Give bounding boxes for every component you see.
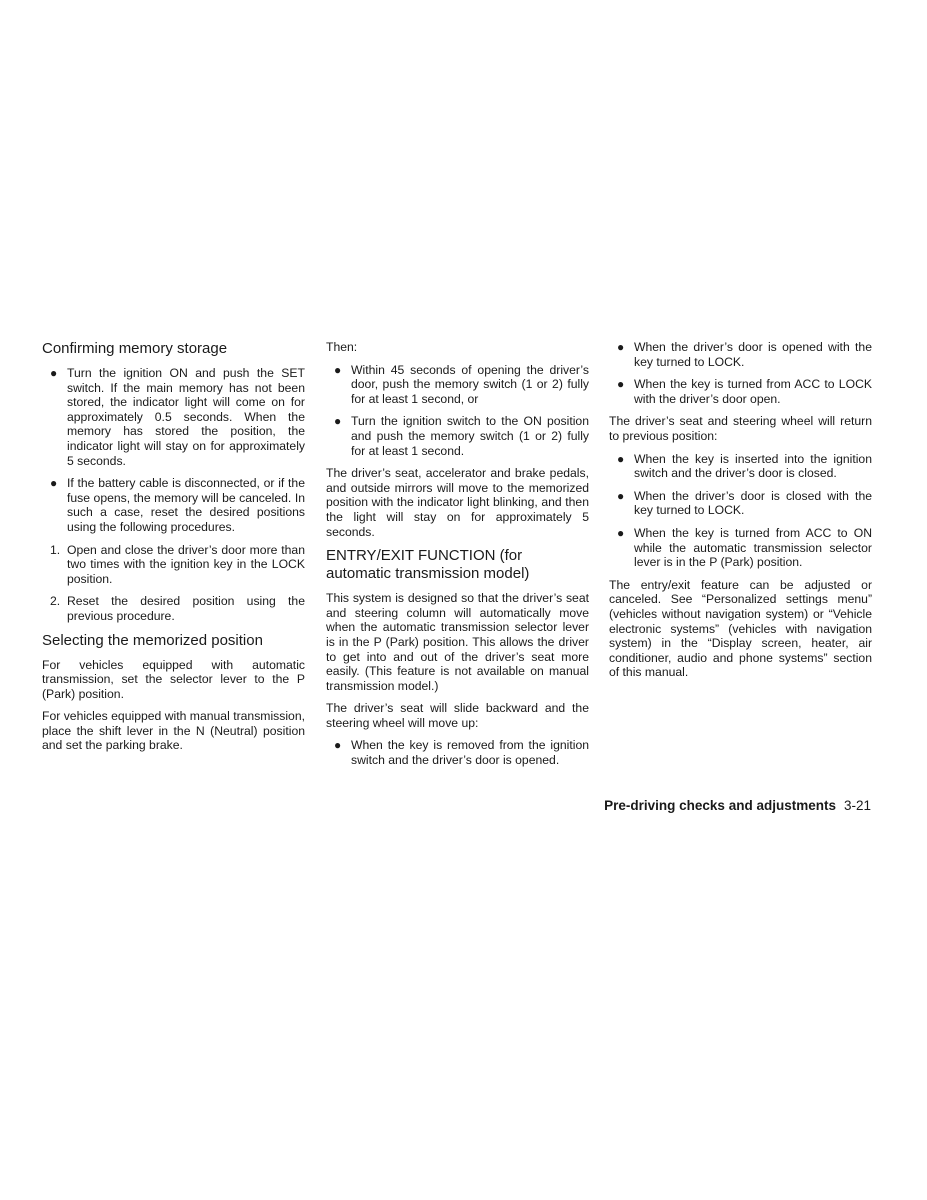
bullet-list xyxy=(42,366,305,535)
section-title: Pre-driving checks and adjustments xyxy=(604,798,836,813)
page-footer xyxy=(604,798,871,813)
column-right xyxy=(609,340,872,688)
bullet-icon: ● xyxy=(617,340,625,354)
bullet-icon: ● xyxy=(334,414,342,429)
bullet-icon: ● xyxy=(334,362,342,377)
list-item: 2. Reset the desired position using the previous procedure. xyxy=(50,594,305,623)
bullet-icon: ● xyxy=(50,366,58,380)
list-item: ● Within 45 seconds of opening the driver’s door, push the memory switch (1 or 2) fully for at least 1 second, or xyxy=(334,362,589,406)
list-item: 1. Open and close the driver’s door more than two times with the ignition key in the LOCK position. xyxy=(50,542,305,586)
heading-confirming-memory-storage: Confirming memory storage xyxy=(42,340,228,357)
bullet-icon: ● xyxy=(334,738,342,753)
column-left xyxy=(42,340,305,761)
list-item: ● When the driver’s door is opened with the key turned to LOCK. xyxy=(617,340,872,369)
bullet-icon: ● xyxy=(617,451,625,466)
list-item: ● When the driver’s door is closed with the key turned to LOCK. xyxy=(617,488,872,518)
bullet-icon: ● xyxy=(617,525,625,540)
paragraph-then: Then: xyxy=(326,340,358,354)
paragraph: For vehicles equipped with automatic transmission, set the selector lever to the P (Park) position. xyxy=(42,657,305,701)
list-item: ● When the key is inserted into the ignition switch and the driver’s door is closed. xyxy=(617,451,872,481)
list-item: ● When the key is removed from the ignition switch and the driver’s door is opened. xyxy=(334,738,589,768)
paragraph: For vehicles equipped with manual transmission, place the shift lever in the N (Neutral) position and set the parking brake. xyxy=(42,709,305,753)
heading-entry-exit-function: ENTRY/EXIT FUNCTION (for automatic transmission model) xyxy=(326,547,530,583)
list-item: ● Turn the ignition ON and push the SET switch. If the main memory has not been stored, the indicator light will come on for approximately 0.5 seconds. When the memory has stored the position, the indicator light will stay on for approximately 5 seconds. xyxy=(50,366,305,468)
paragraph: The driver’s seat, accelerator and brake pedals, and outside mirrors will move to the memorized position with the indicator light blinking, and then the light will stay on for approximately 5 seconds. xyxy=(326,466,589,539)
list-item: ● When the key is turned from ACC to LOCK with the driver’s door open. xyxy=(617,377,872,406)
numbered-list xyxy=(42,543,305,624)
list-item: ● If the battery cable is disconnected, or if the fuse opens, the memory will be canceled. In such a case, reset the desired positions using the following procedures. xyxy=(50,476,305,534)
paragraph: This system is designed so that the driver’s seat and steering column will automatically move when the automatic transmission selector lever is in the P (Park) position. This allows the driver to get into and out of the driver’s seat more easily. (This feature is not available on manual transmission model.) xyxy=(326,591,589,693)
bullet-list xyxy=(326,363,589,459)
page-number: 3-21 xyxy=(843,798,871,813)
bullet-list xyxy=(609,452,872,570)
list-item: ● When the key is turned from ACC to ON while the automatic transmission selector lever is in the P (Park) position. xyxy=(617,525,872,570)
list-item: ● Turn the ignition switch to the ON position and push the memory switch (1 or 2) fully for at least 1 second. xyxy=(334,414,589,458)
paragraph: The driver’s seat and steering wheel will return to previous position: xyxy=(609,414,872,443)
column-middle xyxy=(326,340,589,776)
heading-selecting-memorized-position: Selecting the memorized position xyxy=(42,631,263,649)
paragraph: The driver’s seat will slide backward and the steering wheel will move up: xyxy=(326,701,589,730)
bullet-icon: ● xyxy=(617,488,625,503)
paragraph: The entry/exit feature can be adjusted or canceled. See “Personalized settings menu” (vehicles without navigation system) or “Vehicle electronic systems” (vehicles with navigation system) in the “Display screen, heater, air conditioner, audio and phone systems” section of this manual. xyxy=(609,577,872,680)
bullet-list xyxy=(326,738,589,767)
bullet-list xyxy=(609,340,872,406)
bullet-icon: ● xyxy=(50,476,58,491)
bullet-icon: ● xyxy=(617,377,625,392)
